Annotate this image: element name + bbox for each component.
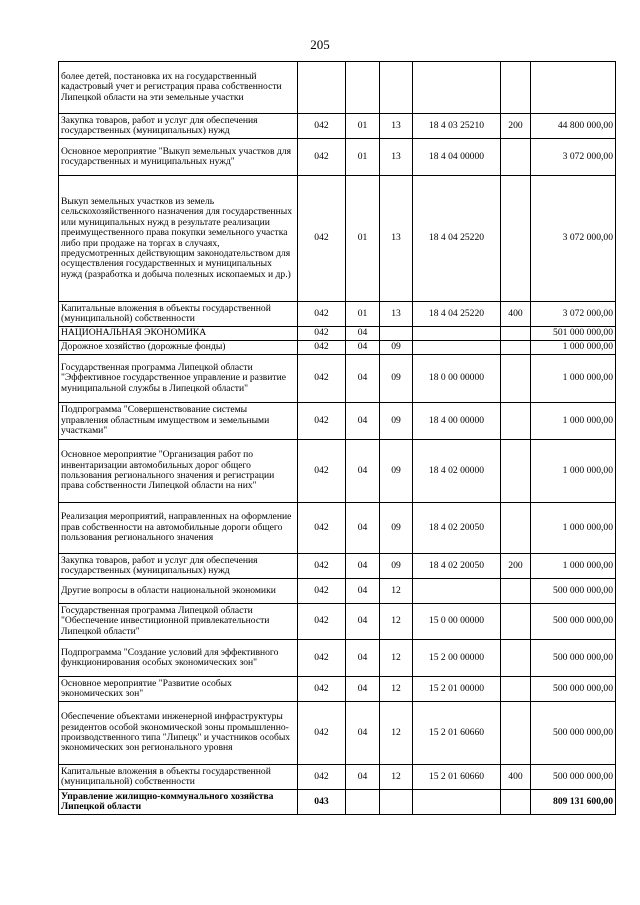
row-section-cell: 04 — [346, 765, 380, 790]
row-admin-code-cell: 042 — [298, 355, 346, 403]
row-subsection-cell: 09 — [380, 403, 413, 440]
row-section-cell: 01 — [346, 114, 380, 139]
row-amount-cell: 501 000 000,00 — [531, 327, 616, 341]
row-expense-type-cell — [501, 579, 531, 604]
row-subsection-cell: 13 — [380, 302, 413, 327]
row-admin-code-cell: 042 — [298, 554, 346, 579]
row-section-cell: 04 — [346, 355, 380, 403]
row-target-code-cell: 18 0 00 00000 — [413, 355, 501, 403]
row-subsection-cell: 13 — [380, 139, 413, 176]
row-amount-cell: 3 072 000,00 — [531, 139, 616, 176]
row-admin-code-cell: 042 — [298, 302, 346, 327]
row-amount-cell: 3 072 000,00 — [531, 302, 616, 327]
row-subsection-cell — [380, 327, 413, 341]
row-subsection-cell: 12 — [380, 579, 413, 604]
row-amount-cell: 1 000 000,00 — [531, 554, 616, 579]
row-name-cell: Государственная программа Липецкой области "Эффективное государственное управление и развитие муниципальной службы в Липецкой области" — [59, 355, 298, 403]
table-row — [59, 640, 616, 677]
row-subsection-cell: 13 — [380, 176, 413, 302]
table-row — [59, 790, 616, 815]
row-amount-cell: 500 000 000,00 — [531, 677, 616, 702]
row-admin-code-cell: 042 — [298, 341, 346, 355]
row-expense-type-cell: 400 — [501, 765, 531, 790]
row-target-code-cell: 15 2 01 00000 — [413, 677, 501, 702]
row-target-code-cell: 15 2 00 00000 — [413, 640, 501, 677]
row-admin-code-cell: 042 — [298, 139, 346, 176]
row-name-cell: Основное мероприятие "Выкуп земельных участков для государственных и муниципальных нужд" — [59, 139, 298, 176]
row-expense-type-cell — [501, 341, 531, 355]
row-name-cell: НАЦИОНАЛЬНАЯ ЭКОНОМИКА — [59, 327, 298, 341]
row-expense-type-cell — [501, 604, 531, 640]
row-name-cell: Подпрограмма "Совершенствование системы управления областным имуществом и земельными участками" — [59, 403, 298, 440]
table-row — [59, 440, 616, 503]
table-row — [59, 355, 616, 403]
row-amount-cell: 1 000 000,00 — [531, 503, 616, 554]
row-amount-cell: 500 000 000,00 — [531, 604, 616, 640]
row-admin-code-cell: 042 — [298, 176, 346, 302]
row-target-code-cell — [413, 790, 501, 815]
row-subsection-cell: 09 — [380, 440, 413, 503]
row-target-code-cell: 18 4 02 00000 — [413, 440, 501, 503]
row-expense-type-cell — [501, 139, 531, 176]
row-subsection-cell: 09 — [380, 355, 413, 403]
row-amount-cell: 1 000 000,00 — [531, 403, 616, 440]
row-expense-type-cell — [501, 355, 531, 403]
row-name-cell: Управление жилищно-коммунального хозяйства Липецкой области — [59, 790, 298, 815]
row-name-cell: Основное мероприятие "Организация работ по инвентаризации автомобильных дорог общего пользования регионального значения и регистрации права собственности Липецкой области на них" — [59, 440, 298, 503]
row-section-cell: 04 — [346, 640, 380, 677]
row-target-code-cell — [413, 341, 501, 355]
row-amount-cell: 500 000 000,00 — [531, 640, 616, 677]
budget-table-body — [59, 62, 616, 815]
row-target-code-cell: 18 4 00 00000 — [413, 403, 501, 440]
row-admin-code-cell: 042 — [298, 114, 346, 139]
table-row — [59, 62, 616, 114]
table-row — [59, 403, 616, 440]
row-target-code-cell: 18 4 04 25220 — [413, 176, 501, 302]
row-section-cell: 04 — [346, 579, 380, 604]
row-expense-type-cell — [501, 440, 531, 503]
row-target-code-cell — [413, 579, 501, 604]
row-target-code-cell — [413, 62, 501, 114]
row-target-code-cell: 18 4 04 25220 — [413, 302, 501, 327]
row-section-cell: 04 — [346, 677, 380, 702]
row-name-cell: Обеспечение объектами инженерной инфраструктуры резидентов особой экономической зоны промышленно-производственного типа "Липецк" и участников особых экономических зон регионального уровня — [59, 702, 298, 765]
row-expense-type-cell: 200 — [501, 114, 531, 139]
row-name-cell: Дорожное хозяйство (дорожные фонды) — [59, 341, 298, 355]
row-admin-code-cell: 042 — [298, 604, 346, 640]
row-amount-cell: 1 000 000,00 — [531, 440, 616, 503]
row-target-code-cell: 18 4 02 20050 — [413, 503, 501, 554]
row-name-cell: Подпрограмма "Создание условий для эффективного функционирования особых экономических зон" — [59, 640, 298, 677]
table-row — [59, 114, 616, 139]
row-expense-type-cell — [501, 702, 531, 765]
row-admin-code-cell — [298, 62, 346, 114]
row-expense-type-cell — [501, 790, 531, 815]
row-admin-code-cell: 042 — [298, 640, 346, 677]
table-row — [59, 604, 616, 640]
row-expense-type-cell — [501, 62, 531, 114]
row-target-code-cell: 18 4 04 00000 — [413, 139, 501, 176]
budget-table — [58, 61, 616, 815]
row-admin-code-cell: 043 — [298, 790, 346, 815]
row-section-cell: 04 — [346, 702, 380, 765]
row-admin-code-cell: 042 — [298, 440, 346, 503]
row-section-cell: 04 — [346, 341, 380, 355]
row-subsection-cell: 09 — [380, 554, 413, 579]
table-row — [59, 139, 616, 176]
row-subsection-cell: 12 — [380, 604, 413, 640]
row-target-code-cell: 15 2 01 60660 — [413, 765, 501, 790]
row-expense-type-cell — [501, 403, 531, 440]
row-name-cell: Другие вопросы в области национальной экономики — [59, 579, 298, 604]
row-section-cell: 04 — [346, 327, 380, 341]
table-row — [59, 765, 616, 790]
row-subsection-cell — [380, 790, 413, 815]
row-target-code-cell: 15 2 01 60660 — [413, 702, 501, 765]
row-amount-cell: 44 800 000,00 — [531, 114, 616, 139]
row-admin-code-cell: 042 — [298, 403, 346, 440]
row-expense-type-cell — [501, 640, 531, 677]
row-subsection-cell: 12 — [380, 640, 413, 677]
row-name-cell: Закупка товаров, работ и услуг для обеспечения государственных (муниципальных) нужд — [59, 114, 298, 139]
row-section-cell — [346, 790, 380, 815]
row-subsection-cell — [380, 62, 413, 114]
row-admin-code-cell: 042 — [298, 579, 346, 604]
row-admin-code-cell: 042 — [298, 327, 346, 341]
row-expense-type-cell — [501, 503, 531, 554]
row-admin-code-cell: 042 — [298, 677, 346, 702]
row-subsection-cell: 12 — [380, 765, 413, 790]
row-section-cell: 04 — [346, 403, 380, 440]
table-row — [59, 677, 616, 702]
row-name-cell: Закупка товаров, работ и услуг для обеспечения государственных (муниципальных) нужд — [59, 554, 298, 579]
row-subsection-cell: 12 — [380, 702, 413, 765]
row-section-cell: 04 — [346, 503, 380, 554]
row-section-cell: 01 — [346, 176, 380, 302]
row-subsection-cell: 09 — [380, 341, 413, 355]
row-amount-cell: 1 000 000,00 — [531, 341, 616, 355]
table-row — [59, 579, 616, 604]
row-amount-cell: 1 000 000,00 — [531, 355, 616, 403]
row-section-cell: 01 — [346, 302, 380, 327]
row-target-code-cell: 18 4 03 25210 — [413, 114, 501, 139]
row-expense-type-cell: 400 — [501, 302, 531, 327]
row-name-cell: Капитальные вложения в объекты государственной (муниципальной) собственности — [59, 302, 298, 327]
row-amount-cell: 3 072 000,00 — [531, 176, 616, 302]
row-section-cell: 01 — [346, 139, 380, 176]
row-section-cell: 04 — [346, 440, 380, 503]
row-amount-cell: 500 000 000,00 — [531, 579, 616, 604]
row-section-cell — [346, 62, 380, 114]
row-amount-cell: 500 000 000,00 — [531, 765, 616, 790]
table-row — [59, 554, 616, 579]
row-expense-type-cell — [501, 176, 531, 302]
row-name-cell: более детей, постановка их на государственный кадастровый учет и регистрация права собственности Липецкой области на эти земельные участки — [59, 62, 298, 114]
row-amount-cell: 809 131 600,00 — [531, 790, 616, 815]
row-expense-type-cell: 200 — [501, 554, 531, 579]
row-subsection-cell: 12 — [380, 677, 413, 702]
table-row — [59, 327, 616, 341]
row-expense-type-cell — [501, 677, 531, 702]
row-name-cell: Государственная программа Липецкой области "Обеспечение инвестиционной привлекательности Липецкой области" — [59, 604, 298, 640]
row-subsection-cell: 13 — [380, 114, 413, 139]
row-admin-code-cell: 042 — [298, 503, 346, 554]
row-name-cell: Капитальные вложения в объекты государственной (муниципальной) собственности — [59, 765, 298, 790]
table-row — [59, 503, 616, 554]
table-row — [59, 702, 616, 765]
table-row — [59, 341, 616, 355]
row-name-cell: Выкуп земельных участков из земель сельскохозяйственного назначения для государственных или муниципальных нужд в результате реализации преимущественного права покупки земельного участка либо при продаже на торгах в случаях, предусмотренных действующим законодательством для осуществления государственных и муниципальных нужд (разработка и добыча полезных ископаемых и др.) — [59, 176, 298, 302]
row-admin-code-cell: 042 — [298, 765, 346, 790]
row-expense-type-cell — [501, 327, 531, 341]
row-admin-code-cell: 042 — [298, 702, 346, 765]
table-row — [59, 302, 616, 327]
row-target-code-cell: 18 4 02 20050 — [413, 554, 501, 579]
row-amount-cell: 500 000 000,00 — [531, 702, 616, 765]
row-amount-cell — [531, 62, 616, 114]
row-name-cell: Реализация мероприятий, направленных на оформление прав собственности на автомобильные дороги общего пользования регионального значения — [59, 503, 298, 554]
row-name-cell: Основное мероприятие "Развитие особых экономических зон" — [59, 677, 298, 702]
row-target-code-cell: 15 0 00 00000 — [413, 604, 501, 640]
table-row — [59, 176, 616, 302]
row-subsection-cell: 09 — [380, 503, 413, 554]
page-number: 205 — [310, 37, 330, 52]
row-target-code-cell — [413, 327, 501, 341]
row-section-cell: 04 — [346, 604, 380, 640]
row-section-cell: 04 — [346, 554, 380, 579]
